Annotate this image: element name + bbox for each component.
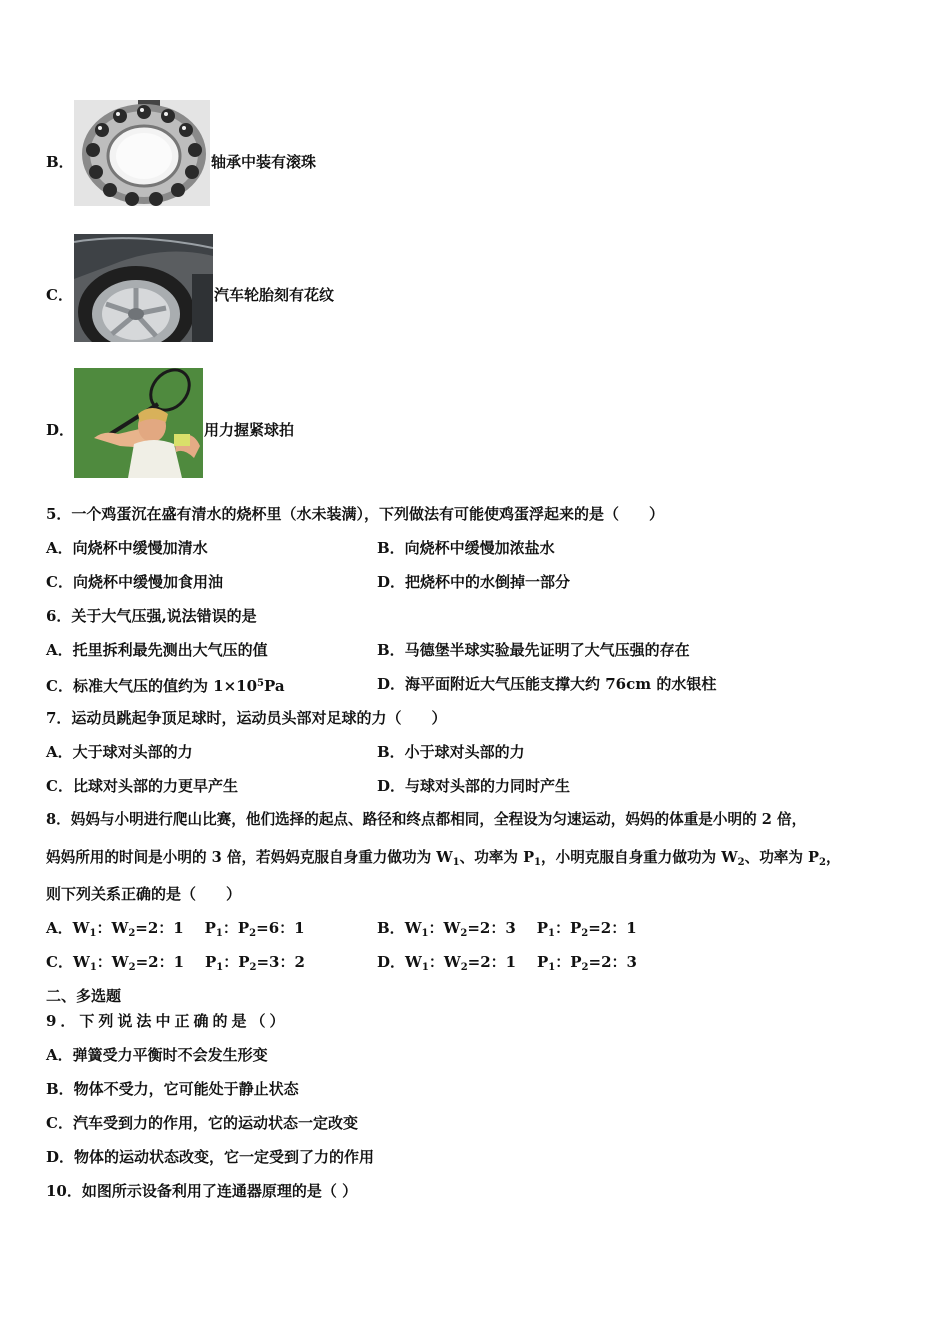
q7-option-c: C．比球对头部的力更早产生 bbox=[46, 777, 238, 795]
q9-option-d: D．物体的运动状态改变，它一定受到了力的作用 bbox=[46, 1148, 375, 1166]
q8-option-c: C．$W_1$：$W_2=2$：1 $P_1$：$P_2=3$：2 bbox=[46, 953, 305, 973]
q7-stem: 7．运动员跳起争顶足球时，运动员头部对足球的力（ ） bbox=[46, 709, 447, 727]
q6-option-b: B．马德堡半球实验最先证明了大气压强的存在 bbox=[377, 641, 690, 659]
q9-option-c: C．汽车受到力的作用，它的运动状态一定改变 bbox=[46, 1114, 358, 1132]
q6-option-a: A．托里拆利最先测出大气压的值 bbox=[46, 641, 268, 659]
q8-stem-line2: 妈妈所用的时间是小明的 3 倍，若妈妈克服自身重力做功为 $W_1$、功率为 $P_1$，小明克服自身重力做功为 $W_2$、功率为 $P_2$， bbox=[46, 849, 841, 868]
option-b-letter: B． bbox=[46, 153, 74, 171]
option-d-text: 用力握紧球拍 bbox=[204, 421, 295, 439]
q7-option-a: A．大于球对头部的力 bbox=[46, 743, 193, 761]
q8-option-d: D．$W_1$：$W_2=2$：1 $P_1$：$P_2=2$：3 bbox=[377, 953, 637, 973]
q9-option-b: B．物体不受力，它可能处于静止状态 bbox=[46, 1080, 299, 1098]
q7-option-b: B．小于球对头部的力 bbox=[377, 743, 525, 761]
q9-stem: 9．下列说法中正确的是（） bbox=[46, 1012, 289, 1030]
q6-option-d: D．海平面附近大气压能支撑大约 76cm 的水银柱 bbox=[377, 675, 717, 693]
option-c-letter: C． bbox=[46, 286, 73, 304]
q6-stem: 6．关于大气压强,说法错误的是 bbox=[46, 607, 257, 625]
q8-stem-line1: 8．妈妈与小明进行爬山比赛，他们选择的起点、路径和终点都相同，全程设为匀速运动，妈妈的体重是小明的 2 倍， bbox=[46, 811, 807, 828]
q8-option-b: B．$W_1$：$W_2=2$：3 $P_1$：$P_2=2$：1 bbox=[377, 919, 637, 939]
q8-option-a: A．$W_1$：$W_2=2$：1 $P_1$：$P_2=6$：1 bbox=[46, 919, 305, 939]
q5-stem: 5．一个鸡蛋沉在盛有清水的烧杯里（水未装满），下列做法有可能使鸡蛋浮起来的是（ ） bbox=[46, 505, 664, 523]
car-tire-image bbox=[74, 234, 213, 342]
section-heading-multi-choice: 二、多选题 bbox=[46, 987, 122, 1005]
option-d-letter: D． bbox=[46, 421, 75, 439]
q7-option-d: D．与球对头部的力同时产生 bbox=[377, 777, 571, 795]
q6-option-c: C．标准大气压的值约为 $1\times 10^5Pa$ bbox=[46, 677, 285, 695]
q5-option-b: B．向烧杯中缓慢加浓盐水 bbox=[377, 539, 555, 557]
option-b-text: 轴承中装有滚珠 bbox=[211, 153, 317, 171]
q8-stem-line3: 则下列关系正确的是（ ） bbox=[46, 885, 242, 903]
q5-option-a: A．向烧杯中缓慢加清水 bbox=[46, 539, 208, 557]
option-c-text: 汽车轮胎刻有花纹 bbox=[214, 286, 335, 304]
q10-stem: 10．如图所示设备利用了连通器原理的是（ ） bbox=[46, 1182, 358, 1200]
tennis-player-image bbox=[74, 368, 203, 478]
q9-option-a: A．弹簧受力平衡时不会发生形变 bbox=[46, 1046, 268, 1064]
q5-option-c: C．向烧杯中缓慢加食用油 bbox=[46, 573, 223, 591]
ball-bearing-image bbox=[74, 100, 210, 206]
q5-option-d: D．把烧杯中的水倒掉一部分 bbox=[377, 573, 571, 591]
